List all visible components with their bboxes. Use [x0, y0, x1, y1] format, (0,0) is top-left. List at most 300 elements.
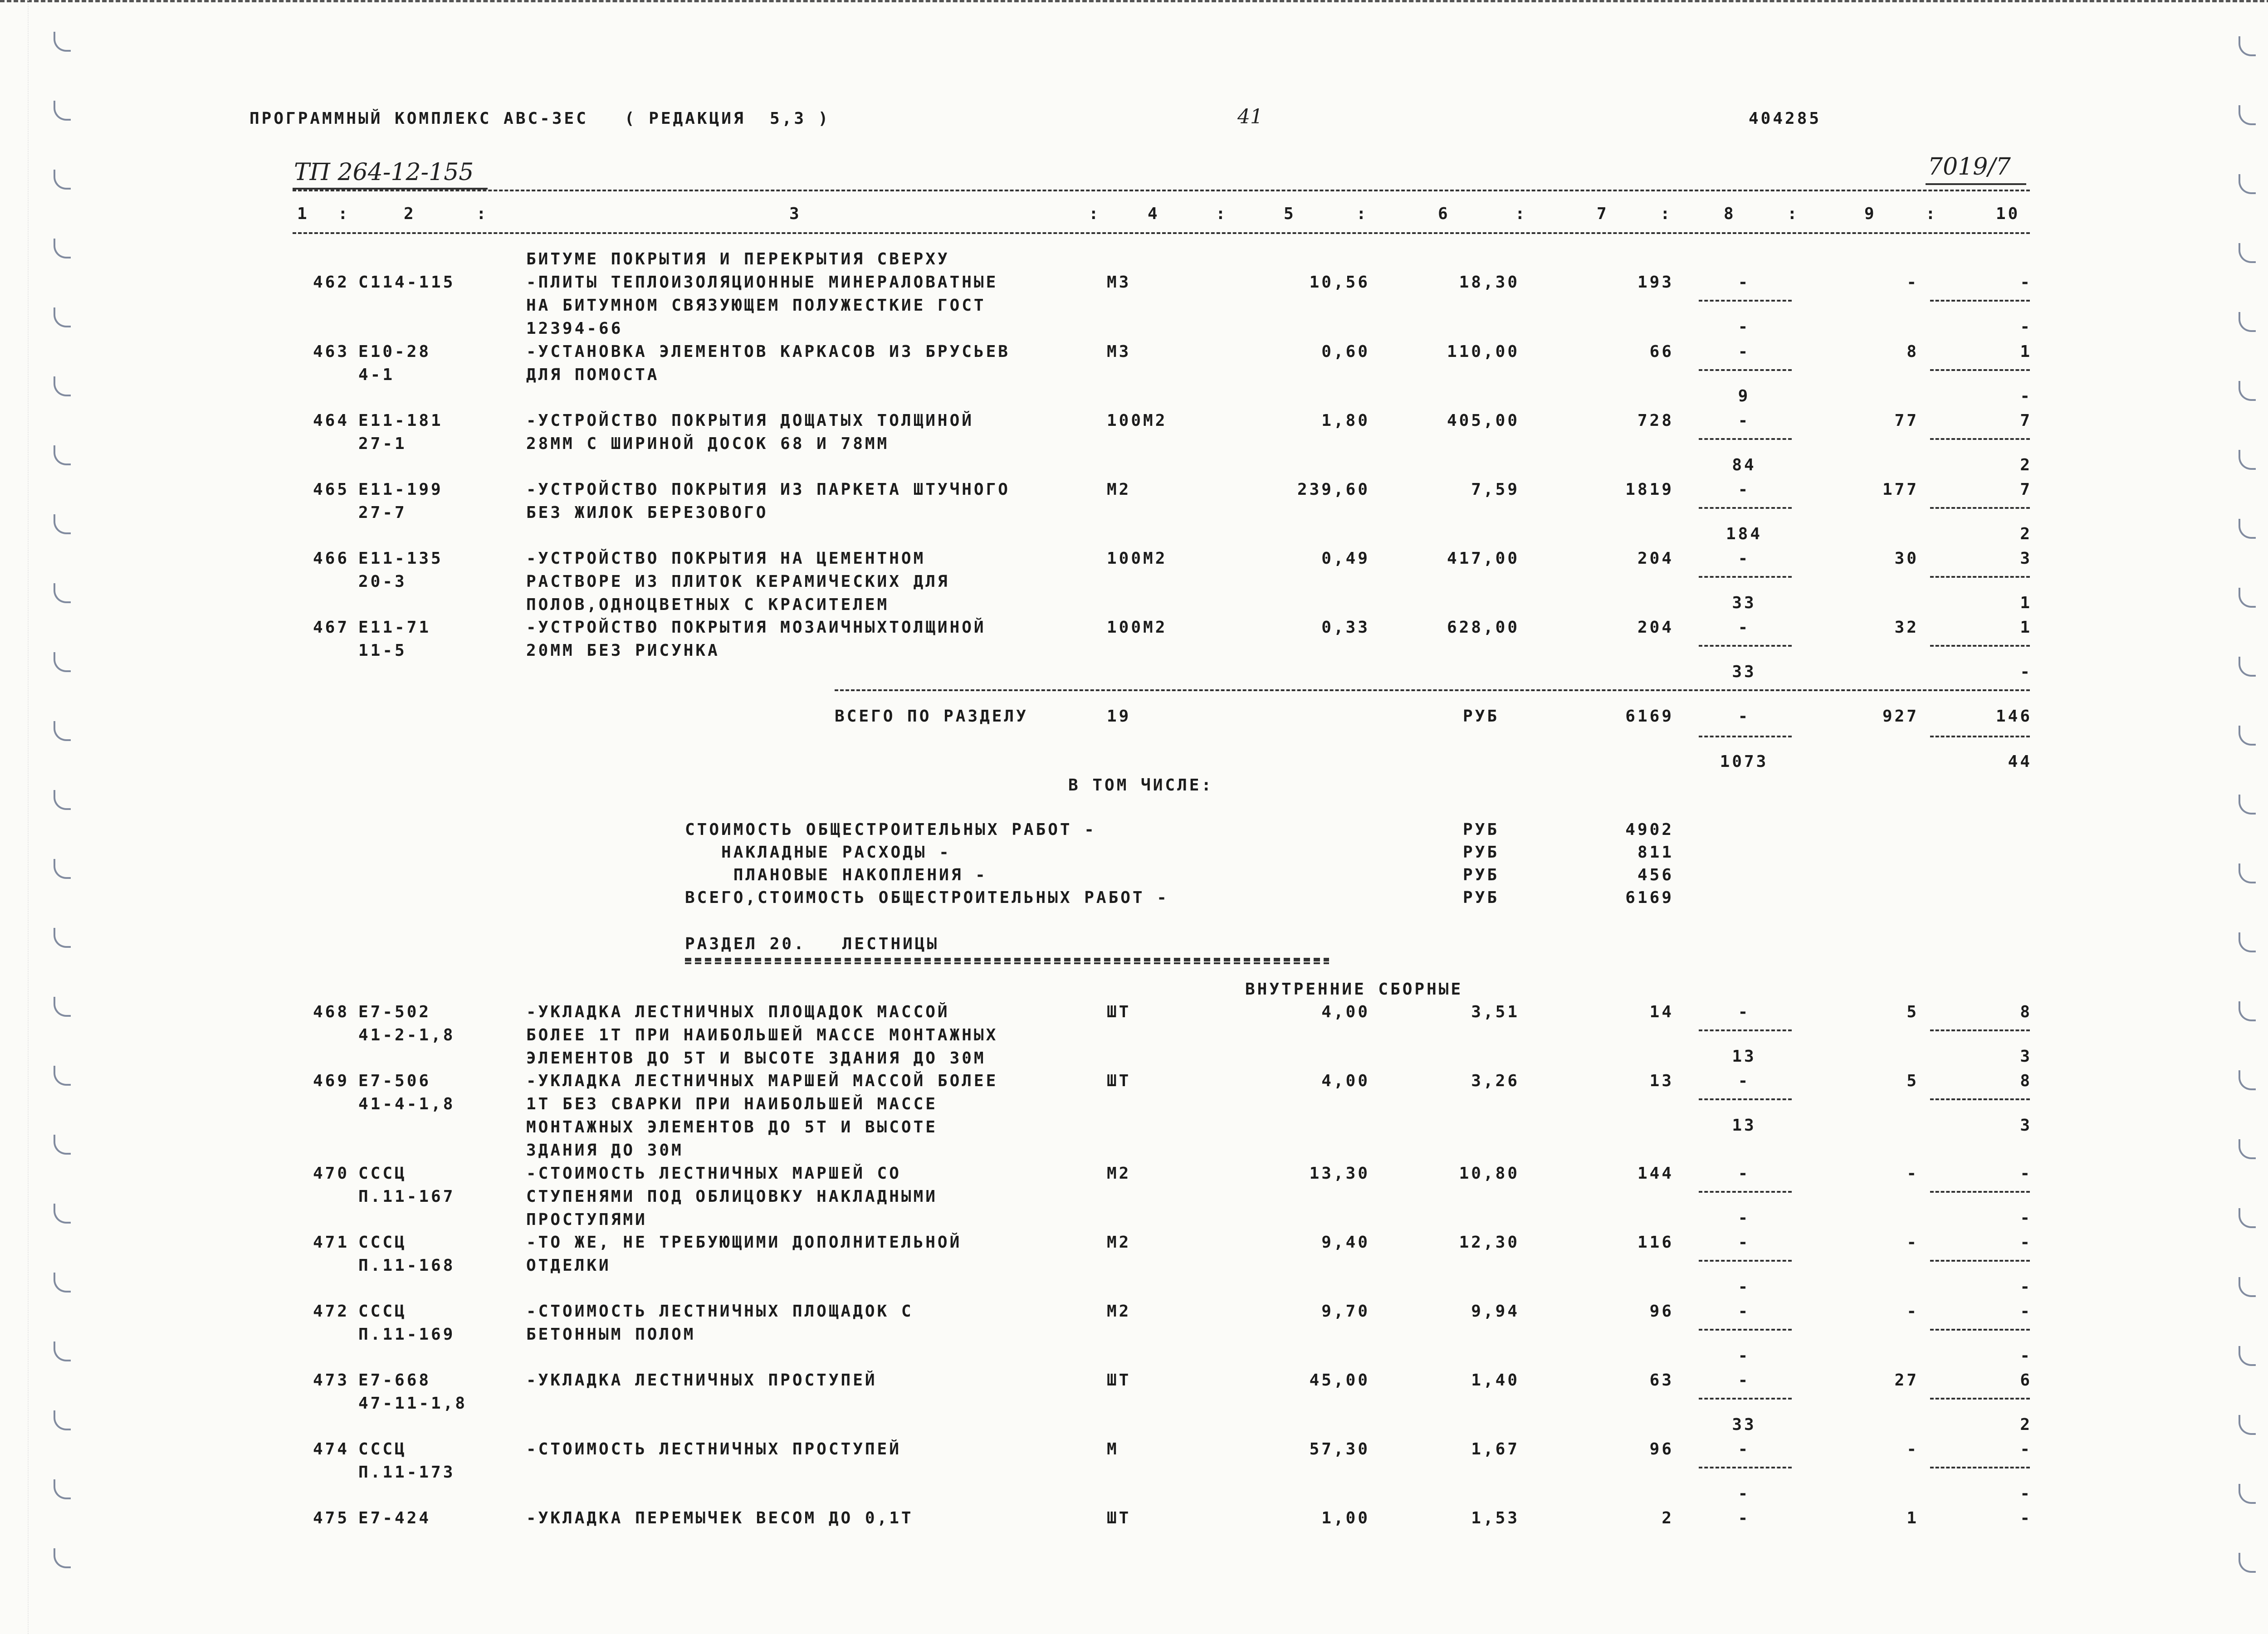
- item-col8: -: [1738, 273, 1750, 292]
- item-description-line: -СТОИМОСТЬ ЛЕСТНИЧНЫХ ПЛОЩАДОК С: [526, 1302, 914, 1321]
- item-number: 468: [313, 1003, 349, 1021]
- item-code: СССЦ: [358, 1302, 407, 1321]
- feed-hole-left: [54, 445, 71, 465]
- item-total: 96: [1649, 1302, 1674, 1321]
- item-col10-rule: [1930, 1398, 2030, 1400]
- item-col8-sub: -: [1738, 1209, 1750, 1227]
- feed-hole-right: [2239, 657, 2256, 677]
- item-col8-rule: [1699, 507, 1792, 509]
- item-description-line: ОТДЕЛКИ: [526, 1256, 611, 1275]
- item-code-secondary: П.11-169: [358, 1325, 455, 1344]
- item-description-line: РАСТВОРЕ ИЗ ПЛИТОК КЕРАМИЧЕСКИХ ДЛЯ: [526, 572, 950, 591]
- item-number: 472: [313, 1302, 349, 1321]
- feed-hole-left: [54, 514, 71, 534]
- program-title: ПРОГРАММНЫЙ КОМПЛЕКС АВС-3ЕС ( РЕДАКЦИЯ 5,3 ): [249, 109, 831, 128]
- item-code: Е7-424: [358, 1509, 431, 1527]
- item-quantity: 57,30: [1309, 1440, 1370, 1458]
- feed-hole-left: [54, 170, 71, 190]
- item-quantity: 239,60: [1297, 480, 1370, 499]
- item-number: 471: [313, 1233, 349, 1252]
- feed-hole-right: [2239, 795, 2256, 815]
- item-col8-rule: [1699, 1329, 1792, 1331]
- item-unit: М3: [1107, 273, 1131, 292]
- section-total-col10-rule: [1930, 736, 2030, 737]
- item-code: СССЦ: [358, 1164, 407, 1183]
- item-unit-price: 1,40: [1471, 1371, 1520, 1390]
- feed-hole-right: [2239, 863, 2256, 883]
- including-value: 6169: [1625, 888, 1674, 907]
- item-unit: 100М2: [1107, 411, 1168, 430]
- item-col10-sub: 3: [2020, 1047, 2032, 1066]
- including-label: ВСЕГО,СТОИМОСТЬ ОБЩЕСТРОИТЕЛЬНЫХ РАБОТ -: [685, 888, 1169, 907]
- feed-hole-right: [2239, 105, 2256, 125]
- item-total: 204: [1637, 549, 1674, 568]
- item-col9: 5: [1906, 1003, 1919, 1021]
- item-description-line: ЭЛЕМЕНТОВ ДО 5Т И ВЫСОТЕ ЗДАНИЯ ДО 30М: [526, 1049, 986, 1068]
- section-total-col8-rule: [1699, 736, 1792, 737]
- item-col8: -: [1738, 1371, 1750, 1390]
- item-col8-rule: [1699, 1098, 1792, 1100]
- item-unit: ШТ: [1107, 1003, 1131, 1021]
- item-number: 464: [313, 411, 349, 430]
- item-unit-price: 3,51: [1471, 1003, 1520, 1021]
- including-value: 811: [1637, 843, 1674, 862]
- item-col10-rule: [1930, 1029, 2030, 1031]
- item-col8: -: [1738, 1440, 1750, 1458]
- section-total-col10-sub: 44: [2008, 752, 2032, 771]
- item-description-line: 12394-66: [526, 319, 623, 338]
- item-unit: ШТ: [1107, 1371, 1131, 1390]
- item-col8-rule: [1699, 576, 1792, 578]
- item-col8-rule: [1699, 300, 1792, 302]
- item-unit-price: 417,00: [1447, 549, 1520, 568]
- item-col10-sub: -: [2020, 1346, 2032, 1365]
- including-unit: РУБ: [1463, 843, 1500, 862]
- item-col8-sub: 9: [1738, 387, 1750, 405]
- item-col10-rule: [1930, 1329, 2030, 1331]
- item-col10: 8: [2020, 1072, 2032, 1090]
- item-total: 63: [1649, 1371, 1674, 1390]
- item-code: С114-115: [358, 273, 455, 292]
- column-separator: :: [1089, 205, 1101, 223]
- column-number-4: 4: [1148, 205, 1160, 223]
- item-total: 13: [1649, 1072, 1674, 1090]
- feed-hole-left: [54, 1410, 71, 1430]
- item-col10-sub: -: [2020, 317, 2032, 336]
- item-description-line: СТУПЕНЯМИ ПОД ОБЛИЦОВКУ НАКЛАДНЫМИ: [526, 1187, 938, 1206]
- item-col8-rule: [1699, 1191, 1792, 1193]
- item-col8-rule: [1699, 1467, 1792, 1468]
- item-unit: М2: [1107, 480, 1131, 499]
- item-col8-sub: -: [1738, 1278, 1750, 1296]
- item-col9: 177: [1882, 480, 1919, 499]
- item-code: Е7-668: [358, 1371, 431, 1390]
- item-col8: -: [1738, 480, 1750, 499]
- item-col8-rule: [1699, 369, 1792, 371]
- item-description-line: -ПЛИТЫ ТЕПЛОИЗОЛЯЦИОННЫЕ МИНЕРАЛОВАТНЫЕ: [526, 273, 998, 292]
- item-description-line: ПОЛОВ,ОДНОЦВЕТНЫХ С КРАСИТЕЛЕМ: [526, 595, 890, 614]
- item-col8-sub: -: [1738, 1484, 1750, 1503]
- paper-top-tear-edge: [0, 0, 2268, 2]
- section-20-subtitle: ВНУТРЕННИЕ СБОРНЫЕ: [1245, 980, 1463, 999]
- item-col8: -: [1738, 1164, 1750, 1183]
- feed-hole-left: [54, 239, 71, 259]
- item-unit-price: 9,94: [1471, 1302, 1520, 1321]
- sheet-underline: [1926, 183, 2026, 185]
- item-number: 467: [313, 618, 349, 637]
- item-code-secondary: 11-5: [358, 641, 407, 660]
- item-col8-sub: 184: [1725, 525, 1763, 543]
- item-quantity: 9,70: [1321, 1302, 1370, 1321]
- item-quantity: 0,60: [1321, 342, 1370, 361]
- item-col8: -: [1738, 411, 1750, 430]
- item-col10: 1: [2020, 342, 2032, 361]
- feed-hole-right: [2239, 1484, 2256, 1504]
- item-description-line: -ТО ЖЕ, НЕ ТРЕБУЮЩИМИ ДОПОЛНИТЕЛЬНОЙ: [526, 1233, 962, 1252]
- feed-hole-right: [2239, 1346, 2256, 1366]
- including-value: 4902: [1625, 820, 1674, 839]
- item-col8: -: [1738, 1072, 1750, 1090]
- including-title: В ТОМ ЧИСЛЕ:: [1068, 776, 1214, 795]
- item-col10: 1: [2020, 618, 2032, 637]
- item-unit-price: 110,00: [1447, 342, 1520, 361]
- item-col10: -: [2020, 1164, 2032, 1183]
- item-unit-price: 12,30: [1459, 1233, 1520, 1252]
- feed-hole-right: [2239, 36, 2256, 56]
- item-quantity: 1,00: [1321, 1509, 1370, 1527]
- including-unit: РУБ: [1463, 820, 1500, 839]
- item-quantity: 45,00: [1309, 1371, 1370, 1390]
- item-col8: -: [1738, 1003, 1750, 1021]
- item-col8-rule: [1699, 438, 1792, 440]
- feed-hole-right: [2239, 381, 2256, 401]
- item-code: Е7-506: [358, 1072, 431, 1090]
- item-description-line: -УСТРОЙСТВО ПОКРЫТИЯ МОЗАИЧНЫХТОЛЩИНОЙ: [526, 618, 986, 637]
- item-col9: 5: [1906, 1072, 1919, 1090]
- item-col9: 32: [1894, 618, 1919, 637]
- item-number: 466: [313, 549, 349, 568]
- column-number-5: 5: [1284, 205, 1296, 223]
- column-separator: :: [1356, 205, 1369, 223]
- section-total-label: ВСЕГО ПО РАЗДЕЛУ: [835, 707, 1028, 726]
- sheet-number: 7019/7: [1928, 153, 2011, 180]
- item-col10-rule: [1930, 300, 2030, 302]
- column-separator: :: [476, 205, 489, 223]
- item-quantity: 4,00: [1321, 1072, 1370, 1090]
- feed-hole-left: [54, 583, 71, 603]
- including-value: 456: [1637, 866, 1674, 884]
- item-description-line: МОНТАЖНЫХ ЭЛЕМЕНТОВ ДО 5Т И ВЫСОТЕ: [526, 1118, 938, 1136]
- item-unit-price: 7,59: [1471, 480, 1520, 499]
- section-total-col8: -: [1738, 707, 1750, 726]
- item-col8: -: [1738, 1302, 1750, 1321]
- item-code: Е10-28: [358, 342, 431, 361]
- section-total-col10: 146: [1995, 707, 2032, 726]
- item-col10-rule: [1930, 438, 2030, 440]
- including-label: НАКЛАДНЫЕ РАСХОДЫ -: [685, 843, 951, 862]
- including-unit: РУБ: [1463, 866, 1500, 884]
- item-quantity: 9,40: [1321, 1233, 1370, 1252]
- item-col10-rule: [1930, 1467, 2030, 1468]
- item-col8: -: [1738, 1233, 1750, 1252]
- feed-hole-right: [2239, 174, 2256, 194]
- item-code-secondary: 27-1: [358, 434, 407, 453]
- including-label: СТОИМОСТЬ ОБЩЕСТРОИТЕЛЬНЫХ РАБОТ -: [685, 820, 1096, 839]
- item-col10-rule: [1930, 645, 2030, 647]
- feed-hole-right: [2239, 450, 2256, 470]
- item-col8-rule: [1699, 645, 1792, 647]
- feed-hole-right: [2239, 588, 2256, 608]
- including-unit: РУБ: [1463, 888, 1500, 907]
- item-col8: -: [1738, 618, 1750, 637]
- section-total-sum: 6169: [1625, 707, 1674, 726]
- column-number-1: 1: [297, 205, 309, 223]
- item-quantity: 0,49: [1321, 549, 1370, 568]
- section-total-rule: [835, 689, 2030, 691]
- item-col10: -: [2020, 1233, 2032, 1252]
- item-number: 475: [313, 1509, 349, 1527]
- item-col10-sub: 3: [2020, 1116, 2032, 1135]
- item-total: 2: [1662, 1509, 1674, 1527]
- item-col8-rule: [1699, 1029, 1792, 1031]
- feed-hole-left: [54, 1066, 71, 1086]
- item-col8-sub: -: [1738, 317, 1750, 336]
- item-col9: 77: [1894, 411, 1919, 430]
- item-number: 462: [313, 273, 349, 292]
- feed-hole-left: [54, 1273, 71, 1293]
- feed-hole-right: [2239, 1277, 2256, 1297]
- item-col10-rule: [1930, 507, 2030, 509]
- column-number-8: 8: [1724, 205, 1736, 223]
- column-number-10: 10: [1996, 205, 2020, 223]
- including-label: ПЛАНОВЫЕ НАКОПЛЕНИЯ -: [685, 866, 987, 884]
- column-separator: :: [338, 205, 350, 223]
- item-code: СССЦ: [358, 1233, 407, 1252]
- feed-hole-left: [54, 652, 71, 672]
- page-number: 41: [1237, 105, 1263, 128]
- item-code-secondary: 41-2-1,8: [358, 1026, 455, 1044]
- column-number-9: 9: [1864, 205, 1877, 223]
- item-col10-sub: -: [2020, 1484, 2032, 1503]
- item-code: Е11-181: [358, 411, 443, 430]
- item-description-line: БИТУМЕ ПОКРЫТИЯ И ПЕРЕКРЫТИЯ СВЕРХУ: [526, 250, 950, 268]
- item-col9: -: [1906, 273, 1919, 292]
- item-total: 116: [1637, 1233, 1674, 1252]
- item-col9: 8: [1906, 342, 1919, 361]
- item-col10: -: [2020, 1302, 2032, 1321]
- item-col9: -: [1906, 1233, 1919, 1252]
- item-col10-rule: [1930, 1098, 2030, 1100]
- item-code-secondary: 27-7: [358, 503, 407, 522]
- item-col10-sub: -: [2020, 1278, 2032, 1296]
- item-total: 66: [1649, 342, 1674, 361]
- item-col10-rule: [1930, 369, 2030, 371]
- item-col8: -: [1738, 549, 1750, 568]
- feed-hole-right: [2239, 1070, 2256, 1090]
- item-description-line: 1Т БЕЗ СВАРКИ ПРИ НАИБОЛЬШЕЙ МАССЕ: [526, 1095, 938, 1113]
- item-description-line: БЕТОННЫМ ПОЛОМ: [526, 1325, 696, 1344]
- item-number: 473: [313, 1371, 349, 1390]
- left-perforation: [27, 0, 29, 1634]
- item-total: 96: [1649, 1440, 1674, 1458]
- item-col10-sub: 2: [2020, 456, 2032, 474]
- item-description-line: НА БИТУМНОМ СВЯЗУЮЩЕМ ПОЛУЖЕСТКИЕ ГОСТ: [526, 296, 986, 315]
- column-separator: :: [1660, 205, 1672, 223]
- item-unit-price: 405,00: [1447, 411, 1520, 430]
- item-col9: -: [1906, 1164, 1919, 1183]
- item-col8: -: [1738, 342, 1750, 361]
- item-col10: 8: [2020, 1003, 2032, 1021]
- item-col8-sub: 13: [1732, 1116, 1756, 1135]
- item-total: 144: [1637, 1164, 1674, 1183]
- item-col10: 7: [2020, 480, 2032, 499]
- feed-hole-left: [54, 1135, 71, 1155]
- feed-hole-left: [54, 1548, 71, 1568]
- feed-hole-left: [54, 721, 71, 741]
- item-unit: М2: [1107, 1302, 1131, 1321]
- item-description-line: -УСТРОЙСТВО ПОКРЫТИЯ НА ЦЕМЕНТНОМ: [526, 549, 926, 568]
- item-unit-price: 628,00: [1447, 618, 1520, 637]
- item-col8-rule: [1699, 1260, 1792, 1262]
- feed-hole-left: [54, 859, 71, 879]
- item-unit: ШТ: [1107, 1509, 1131, 1527]
- feed-hole-left: [54, 928, 71, 948]
- item-total: 1819: [1625, 480, 1674, 499]
- item-col10: 6: [2020, 1371, 2032, 1390]
- item-col10-sub: -: [2020, 663, 2032, 681]
- item-description-line: -УКЛАДКА ЛЕСТНИЧНЫХ ПРОСТУПЕЙ: [526, 1371, 877, 1390]
- column-separator: :: [1515, 205, 1527, 223]
- column-separator: :: [1926, 205, 1938, 223]
- item-unit: М2: [1107, 1164, 1131, 1183]
- item-description-line: -УКЛАДКА ЛЕСТНИЧНЫХ МАРШЕЙ МАССОЙ БОЛЕЕ: [526, 1072, 998, 1090]
- item-unit-price: 18,30: [1459, 273, 1520, 292]
- item-total: 193: [1637, 273, 1674, 292]
- item-col10: -: [2020, 1509, 2032, 1527]
- item-col9: 30: [1894, 549, 1919, 568]
- item-col9: 27: [1894, 1371, 1919, 1390]
- feed-hole-left: [54, 307, 71, 327]
- item-code-secondary: П.11-167: [358, 1187, 455, 1206]
- item-description-line: БОЛЕЕ 1Т ПРИ НАИБОЛЬШЕЙ МАССЕ МОНТАЖНЫХ: [526, 1026, 998, 1044]
- item-col8-rule: [1699, 1398, 1792, 1400]
- item-col10-sub: -: [2020, 387, 2032, 405]
- feed-hole-right: [2239, 1001, 2256, 1021]
- item-description-line: 20ММ БЕЗ РИСУНКА: [526, 641, 720, 660]
- item-col8: -: [1738, 1509, 1750, 1527]
- item-description-line: -УСТРОЙСТВО ПОКРЫТИЯ ДОЩАТЫХ ТОЛЩИНОЙ: [526, 411, 974, 430]
- item-description-line: -УКЛАДКА ПЕРЕМЫЧЕК ВЕСОМ ДО 0,1Т: [526, 1509, 914, 1527]
- column-separator: :: [1216, 205, 1228, 223]
- item-total: 728: [1637, 411, 1674, 430]
- item-col8-sub: 33: [1732, 1415, 1756, 1434]
- item-col8-sub: -: [1738, 1346, 1750, 1365]
- item-unit-price: 1,53: [1471, 1509, 1520, 1527]
- header-top-rule: [293, 190, 2030, 191]
- section-total-unit: РУБ: [1463, 707, 1500, 726]
- item-description-line: -СТОИМОСТЬ ЛЕСТНИЧНЫХ ПРОСТУПЕЙ: [526, 1440, 901, 1458]
- item-unit-price: 3,26: [1471, 1072, 1520, 1090]
- item-total: 14: [1649, 1003, 1674, 1021]
- item-col8-sub: 33: [1732, 663, 1756, 681]
- item-description-line: ЗДАНИЯ ДО 30М: [526, 1141, 684, 1160]
- item-unit: М2: [1107, 1233, 1131, 1252]
- section-total-number: 19: [1107, 707, 1131, 726]
- item-col10-rule: [1930, 1191, 2030, 1193]
- item-unit: 100М2: [1107, 549, 1168, 568]
- feed-hole-left: [54, 1204, 71, 1224]
- item-quantity: 10,56: [1309, 273, 1370, 292]
- section-20-title: РАЗДЕЛ 20. ЛЕСТНИЦЫ: [685, 935, 939, 953]
- item-quantity: 13,30: [1309, 1164, 1370, 1183]
- column-separator: :: [1787, 205, 1799, 223]
- column-number-7: 7: [1597, 205, 1609, 223]
- section-total-col8-sub: 1073: [1720, 752, 1769, 771]
- item-description-line: ПРОСТУПЯМИ: [526, 1210, 647, 1229]
- document-code: 404285: [1749, 109, 1822, 128]
- item-col10: -: [2020, 273, 2032, 292]
- item-col10-sub: -: [2020, 1209, 2032, 1227]
- item-unit: 100М2: [1107, 618, 1168, 637]
- item-code: Е7-502: [358, 1003, 431, 1021]
- item-quantity: 0,33: [1321, 618, 1370, 637]
- item-number: 474: [313, 1440, 349, 1458]
- item-description-line: ДЛЯ ПОМОСТА: [526, 366, 660, 384]
- feed-hole-left: [54, 997, 71, 1017]
- item-unit: М3: [1107, 342, 1131, 361]
- item-col10-rule: [1930, 576, 2030, 578]
- item-code: Е11-135: [358, 549, 443, 568]
- feed-hole-right: [2239, 726, 2256, 746]
- item-col8-sub: 33: [1732, 594, 1756, 612]
- item-col8-sub: 84: [1732, 456, 1756, 474]
- item-code-secondary: 20-3: [358, 572, 407, 591]
- feed-hole-left: [54, 1479, 71, 1499]
- item-number: 465: [313, 480, 349, 499]
- item-col9: -: [1906, 1302, 1919, 1321]
- item-description-line: БЕЗ ЖИЛОК БЕРЕЗОВОГО: [526, 503, 768, 522]
- item-unit-price: 10,80: [1459, 1164, 1520, 1183]
- item-col10-sub: 1: [2020, 594, 2032, 612]
- feed-hole-left: [54, 101, 71, 121]
- item-number: 463: [313, 342, 349, 361]
- item-code: Е11-199: [358, 480, 443, 499]
- item-unit: ШТ: [1107, 1072, 1131, 1090]
- item-unit: М: [1107, 1440, 1119, 1458]
- item-code: СССЦ: [358, 1440, 407, 1458]
- item-description-line: -СТОИМОСТЬ ЛЕСТНИЧНЫХ МАРШЕЙ СО: [526, 1164, 901, 1183]
- item-col9: -: [1906, 1440, 1919, 1458]
- feed-hole-right: [2239, 1208, 2256, 1228]
- feed-hole-left: [54, 376, 71, 396]
- item-description-line: 28ММ С ШИРИНОЙ ДОСОК 68 И 78ММ: [526, 434, 890, 453]
- item-code-secondary: 4-1: [358, 366, 395, 384]
- project-number: ТП 264-12-155: [294, 159, 474, 186]
- item-col9: 1: [1906, 1509, 1919, 1527]
- item-number: 470: [313, 1164, 349, 1183]
- item-col10: 3: [2020, 549, 2032, 568]
- feed-hole-right: [2239, 932, 2256, 952]
- feed-hole-right: [2239, 519, 2256, 539]
- section-total-col9: 927: [1882, 707, 1919, 726]
- header-bottom-rule: [293, 232, 2030, 234]
- item-quantity: 4,00: [1321, 1003, 1370, 1021]
- item-col10-sub: 2: [2020, 525, 2032, 543]
- item-code: Е11-71: [358, 618, 431, 637]
- item-col10-rule: [1930, 1260, 2030, 1262]
- item-col8-sub: 13: [1732, 1047, 1756, 1066]
- item-col10: -: [2020, 1440, 2032, 1458]
